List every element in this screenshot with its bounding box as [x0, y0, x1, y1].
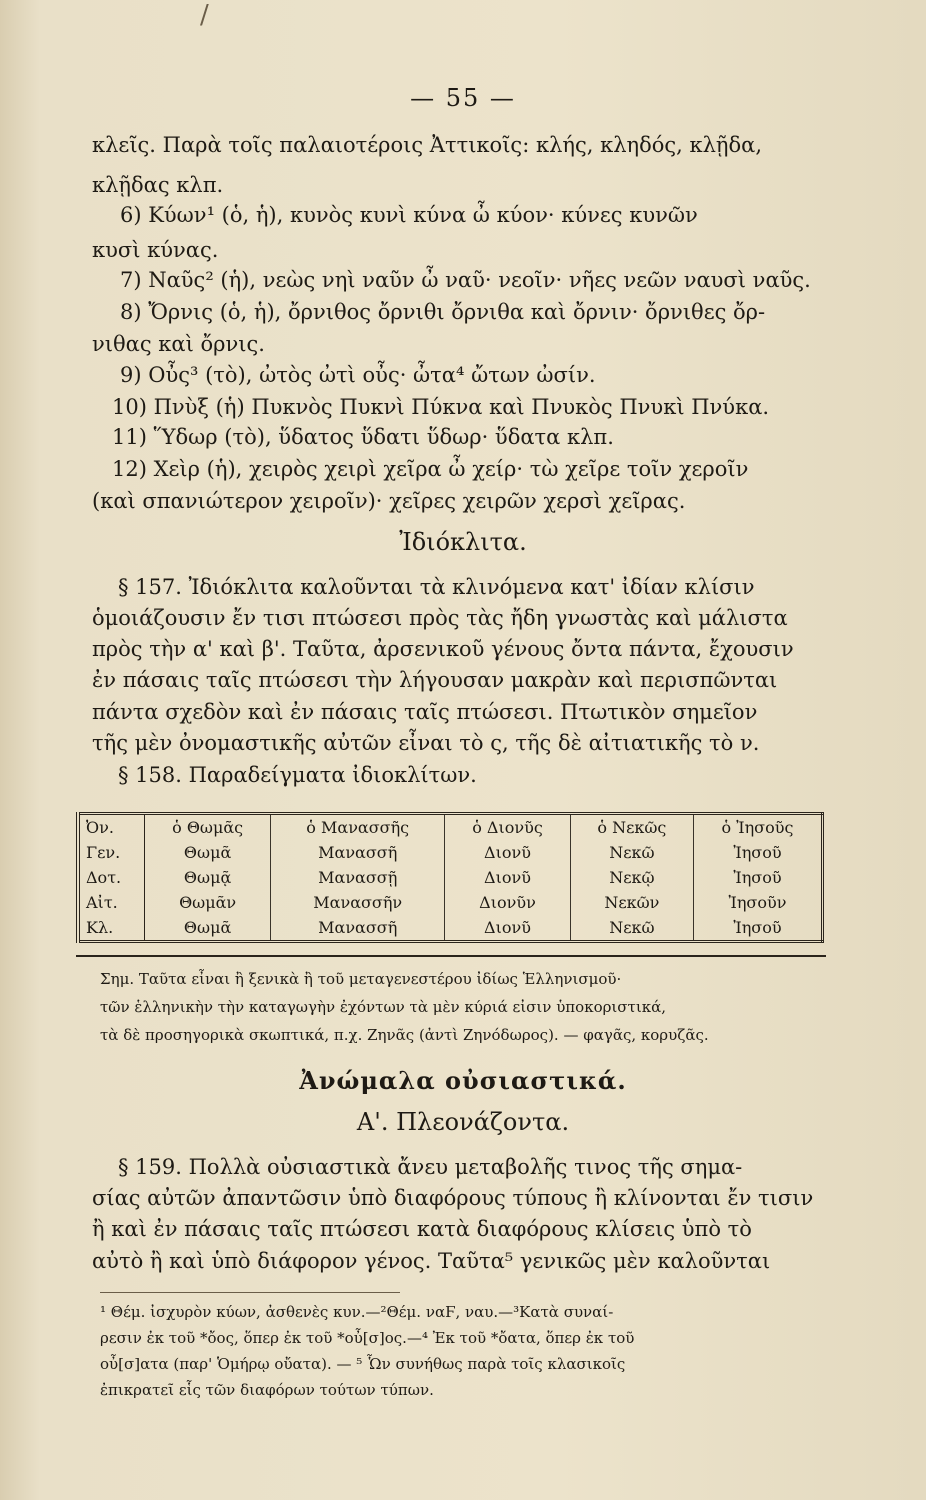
table-cell: Αἰτ. — [78, 890, 145, 915]
text-line: 7) Ναῦς² (ἡ), νεὼς νηὶ ναῦν ὦ ναῦ· νεοῖν· νῆες νεῶν ναυσὶ ναῦς. — [120, 268, 811, 292]
table-cell: Ὀν. — [78, 814, 145, 841]
text-line: 9) Οὖς³ (τὸ), ὠτὸς ὠτὶ οὖς· ὦτα⁴ ὤτων ὠσίν. — [120, 363, 596, 387]
table-cell: Νεκῶν — [570, 890, 693, 915]
table-cell: Διονῦ — [445, 865, 571, 890]
text-line: αὐτὸ ἢ καὶ ὑπὸ διάφορον γένος. Ταῦτα⁵ γενικῶς μὲν καλοῦνται — [92, 1249, 771, 1273]
table-cell: Ἰησοῦ — [693, 865, 822, 890]
text-line: (καὶ σπανιώτερον χειροῖν)· χεῖρες χειρῶν χερσὶ χεῖρας. — [92, 489, 686, 513]
table-cell: Κλ. — [78, 915, 145, 942]
text-line: § 158. Παραδείγματα ἰδιοκλίτων. — [118, 763, 477, 787]
text-line: νιθας καὶ ὄρνις. — [92, 332, 265, 356]
text-line: ὁμοιάζουσιν ἔν τισι πτώσεσι πρὸς τὰς ἤδη γνωστὰς καὶ μάλιστα — [92, 606, 788, 630]
table-cell: Νεκῷ — [570, 865, 693, 890]
divider — [76, 955, 826, 957]
table-cell: Διονῦν — [445, 890, 571, 915]
table-cell: Γεν. — [78, 840, 145, 865]
text-line: κλεῖς. Παρὰ τοῖς παλαιοτέροις Ἀττικοῖς: κλής, κληδός, κλῇδα, — [92, 133, 763, 157]
table-cell: Ἰησοῦ — [693, 840, 822, 865]
declension-table — [76, 812, 824, 943]
table-cell: Δοτ. — [78, 865, 145, 890]
table-cell: Θωμᾷ — [145, 865, 271, 890]
note-line: τὰ δὲ προσηγορικὰ σκωπτικά, π.χ. Ζηνᾶς (ἀντὶ Ζηνόδωρος). — φαγᾶς, κορυζᾶς. — [100, 1026, 709, 1044]
text-line: 6) Κύων¹ (ὁ, ἡ), κυνὸς κυνὶ κύνα ὦ κύον· κύνες κυνῶν — [120, 203, 698, 227]
footnote-line: ¹ Θέμ. ἰσχυρὸν κύων, ἀσθενὲς κυν.—²Θέμ. ναϜ, ναυ.—³Κατὰ συναί- — [100, 1303, 614, 1321]
table-cell: ὁ Νεκῶς — [570, 814, 693, 841]
table-row — [78, 840, 823, 865]
table-cell: Διονῦ — [445, 840, 571, 865]
table-cell: ὁ Θωμᾶς — [145, 814, 271, 841]
text-line: 8) Ὄρνις (ὁ, ἡ), ὄρνιθος ὄρνιθι ὄρνιθα καὶ ὄρνιν· ὄρνιθες ὄρ- — [120, 300, 766, 324]
corner-mark: / — [200, 0, 209, 30]
note-line: τῶν ἑλληνικὴν τὴν καταγωγὴν ἐχόντων τὰ μὲν κύριά εἰσιν ὑποκοριστικά, — [100, 998, 666, 1016]
table-row — [78, 890, 823, 915]
table-cell: Θωμᾶ — [145, 840, 271, 865]
table-cell: ὁ Διονῦς — [445, 814, 571, 841]
note-line: Σημ. Ταῦτα εἶναι ἢ ξενικὰ ἢ τοῦ μεταγενεστέρου ἰδίως Ἑλληνισμοῦ· — [100, 970, 622, 988]
section-heading: Ἰδιόκλιτα. — [399, 528, 527, 556]
footnote-divider — [100, 1292, 400, 1293]
table-cell: ὁ Μανασσῆς — [271, 814, 445, 841]
text-line: 11) Ὕδωρ (τὸ), ὕδατος ὕδατι ὕδωρ· ὕδατα κλπ. — [112, 425, 614, 449]
footnote-line: ἐπικρατεῖ εἷς τῶν διαφόρων τούτων τύπων. — [100, 1381, 434, 1399]
table-cell: ὁ Ἰησοῦς — [693, 814, 822, 841]
table-row — [78, 814, 823, 841]
text-line: κυσὶ κύνας. — [92, 238, 219, 262]
table-cell: Ἰησοῦ — [693, 915, 822, 942]
table-cell: Μανασσῆ — [271, 915, 445, 942]
text-line: τῆς μὲν ὀνομαστικῆς αὐτῶν εἶναι τὸ ς, τῆς δὲ αἰτιατικῆς τὸ ν. — [92, 731, 760, 755]
table-cell: Θωμᾶ — [145, 915, 271, 942]
text-line: 10) Πνὺξ (ἡ) Πυκνὸς Πυκνὶ Πύκνα καὶ Πνυκὸς Πνυκὶ Πνύκα. — [112, 395, 770, 419]
text-line: πρὸς τὴν α' καὶ β'. Ταῦτα, ἀρσενικοῦ γένους ὄντα πάντα, ἔχουσιν — [92, 637, 794, 661]
sub-heading: Α'. Πλεονάζοντα. — [356, 1108, 570, 1136]
table-cell: Διονῦ — [445, 915, 571, 942]
text-line: ἐν πάσαις ταῖς πτώσεσι τὴν λήγουσαν μακρὰν καὶ περισπῶνται — [92, 668, 778, 692]
table-cell: Μανασσῇ — [271, 865, 445, 890]
table-cell: Θωμᾶν — [145, 890, 271, 915]
footnote-line: ρεσιν ἐκ τοῦ *ὄος, ὅπερ ἐκ τοῦ *οὖ[σ]ος.—⁴ Ἐκ τοῦ *ὄατα, ὅπερ ἐκ τοῦ — [100, 1329, 635, 1347]
table-cell: Νεκῶ — [570, 840, 693, 865]
text-line: κλῇδας κλπ. — [92, 173, 224, 197]
text-line: σίας αὐτῶν ἀπαντῶσιν ὑπὸ διαφόρους τύπους ἢ κλίνονται ἔν τισιν — [92, 1186, 814, 1210]
table-cell: Μανασσῆν — [271, 890, 445, 915]
text-line: πάντα σχεδὸν καὶ ἐν πάσαις ταῖς πτώσεσι. Πτωτικὸν σημεῖον — [92, 700, 758, 724]
table-row — [78, 865, 823, 890]
table-row — [78, 915, 823, 942]
text-line: § 157. Ἰδιόκλιτα καλοῦνται τὰ κλινόμενα κατ' ἰδίαν κλίσιν — [118, 575, 755, 599]
text-line: 12) Χεὶρ (ἡ), χειρὸς χειρὶ χεῖρα ὦ χείρ· τὼ χεῖρε τοῖν χεροῖν — [112, 457, 749, 481]
table-cell: Μανασσῆ — [271, 840, 445, 865]
table-cell: Ἰησοῦν — [693, 890, 822, 915]
table-cell: Νεκῶ — [570, 915, 693, 942]
text-line: ἢ καὶ ἐν πάσαις ταῖς πτώσεσι κατὰ διαφόρους κλίσεις ὑπὸ τὸ — [92, 1217, 752, 1241]
text-line: § 159. Πολλὰ οὐσιαστικὰ ἄνευ μεταβολῆς τινος τῆς σημα- — [118, 1155, 743, 1179]
anomala-heading: Ἀνώμαλα οὐσιαστικά. — [299, 1066, 627, 1095]
page-number: — 55 — — [410, 84, 516, 112]
footnote-line: οὖ[σ]ατα (παρ' Ὁμήρῳ οὔατα). — ⁵ Ὧν συνήθως παρὰ τοῖς κλασικοῖς — [100, 1355, 626, 1373]
